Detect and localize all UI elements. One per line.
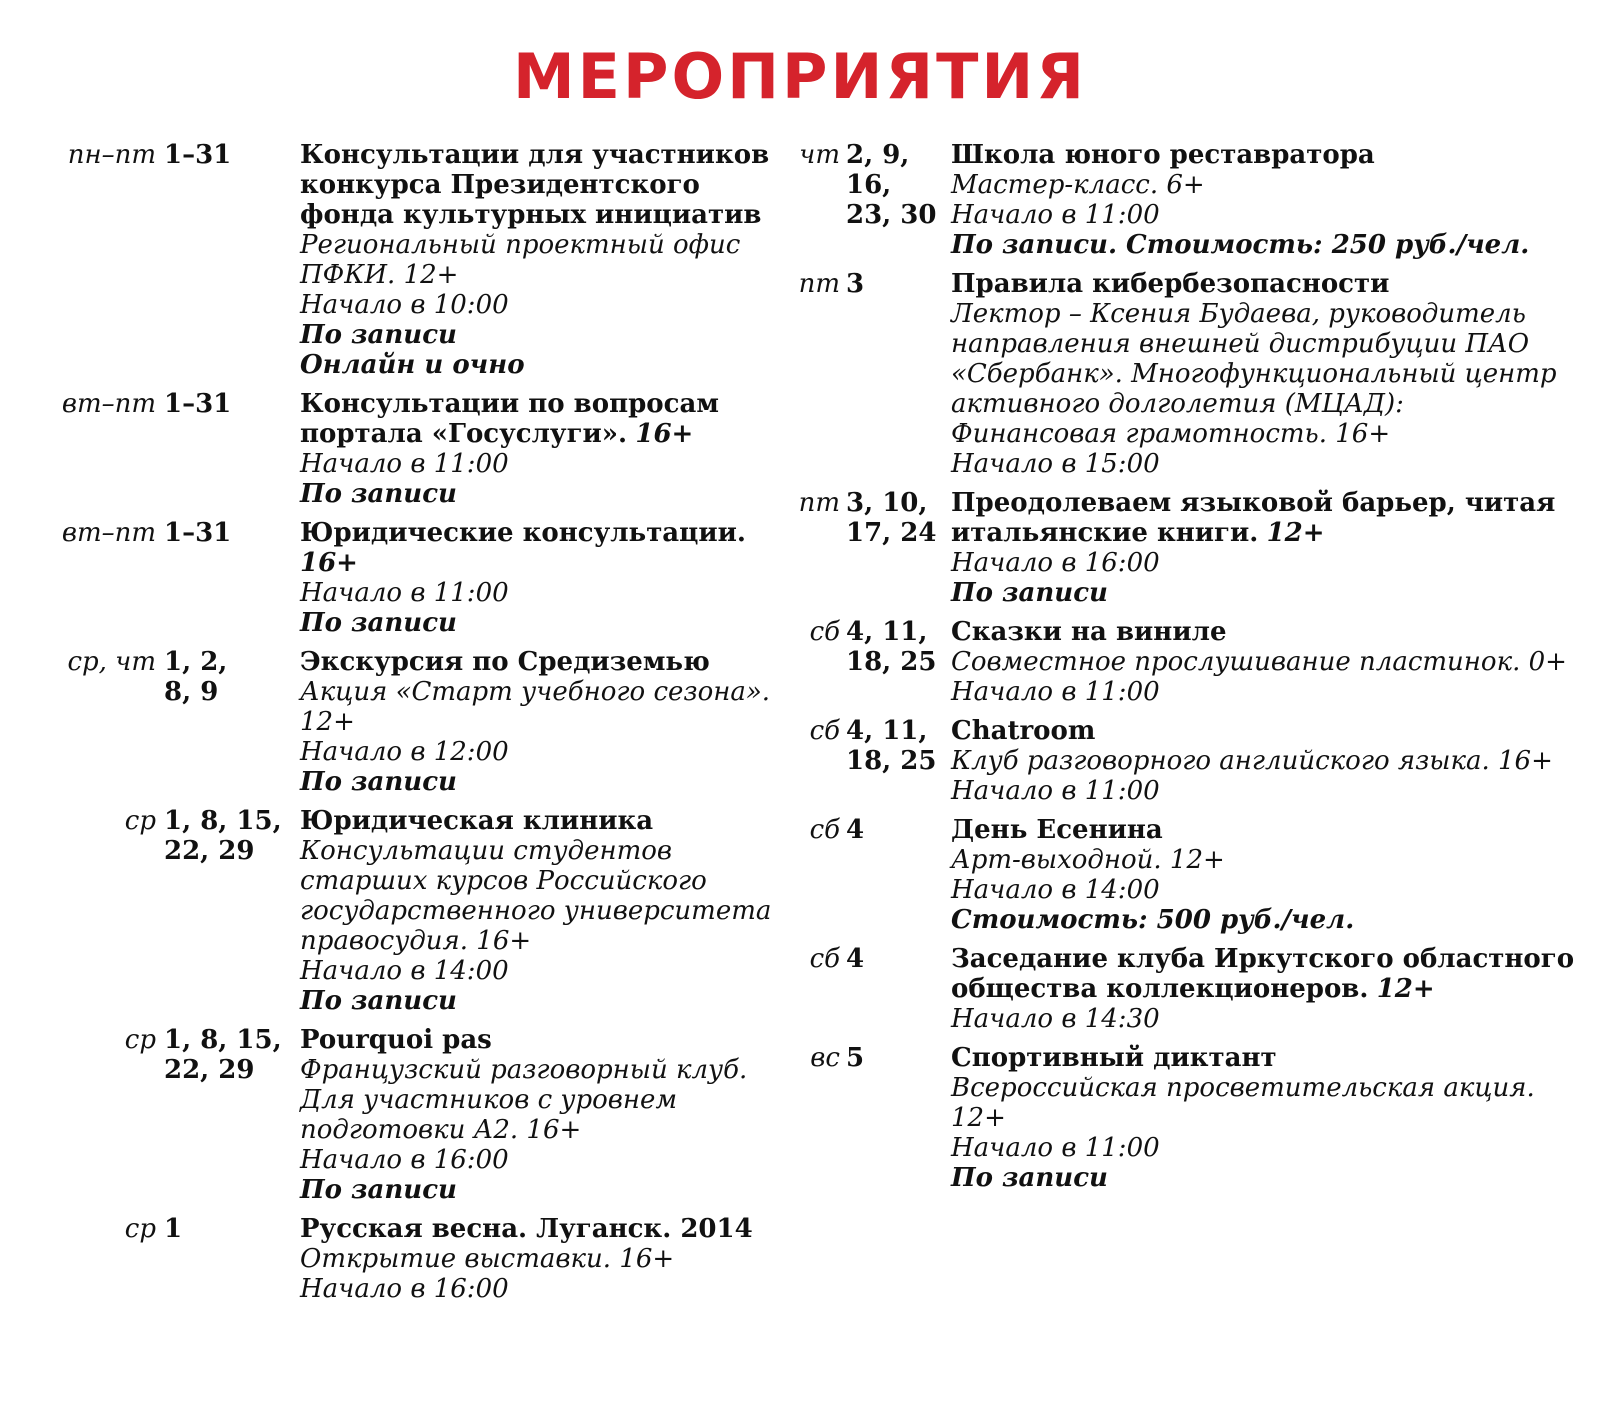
event-detail: Начало в 14:00 [300, 956, 509, 986]
event-detail: Начало в 16:00 [300, 1145, 509, 1175]
event-detail: Арт-выходной. 12+ [951, 845, 1225, 875]
event-detail: Открытие выставки. 16+ [300, 1244, 675, 1274]
event-title: День Есенина [951, 815, 1163, 845]
event-when [796, 617, 951, 707]
event-dates: 1, 2, 8, 9 [164, 647, 228, 707]
event-dates: 3 [846, 269, 865, 299]
event-detail: Всероссийская просветительская акция. 12+ [951, 1073, 1535, 1133]
event-when [796, 269, 951, 479]
event-when [60, 1214, 300, 1304]
event-item [60, 140, 800, 380]
event-weekday: ср, чт [67, 647, 156, 677]
event-weekday: сб [809, 815, 840, 845]
event-note: По записи [300, 986, 457, 1016]
event-dates: 1–31 [164, 389, 232, 419]
event-detail: Начало в 14:30 [951, 1004, 1160, 1034]
event-item [60, 518, 800, 638]
event-title-line [300, 389, 800, 449]
event-note: Онлайн и очно [300, 350, 525, 380]
event-detail: Начало в 11:00 [300, 578, 509, 608]
event-item [796, 1043, 1576, 1193]
event-note: Стоимость: 500 руб./чел. [951, 905, 1355, 935]
event-detail: Акция «Старт учебного сезона». 12+ [300, 677, 771, 737]
event-age-rating: 16+ [300, 548, 358, 578]
event-title: Юридические консультации. [300, 518, 746, 548]
event-detail: Начало в 12:00 [300, 737, 509, 767]
event-info [951, 716, 1576, 806]
event-info [300, 518, 800, 638]
event-info [951, 617, 1576, 707]
event-dates: 1–31 [164, 518, 232, 548]
event-note: По записи [300, 608, 457, 638]
event-detail: Французский разговорный клуб. Для участников с уровнем подготовки А2. 16+ [300, 1055, 748, 1145]
event-detail: Совместное прослушивание пластинок. 0+ [951, 647, 1567, 677]
event-weekday: вт–пт [61, 389, 156, 419]
event-dates: 1 [164, 1214, 183, 1244]
event-item [796, 488, 1576, 608]
event-weekday: ср [124, 806, 156, 836]
event-info [951, 269, 1576, 479]
event-weekday: ср [124, 1214, 156, 1244]
event-dates: 5 [846, 1043, 865, 1073]
event-dates: 2, 9, 16, 23, 30 [846, 140, 937, 230]
event-info [300, 647, 800, 797]
event-detail: Начало в 11:00 [300, 449, 509, 479]
event-item [60, 1214, 800, 1304]
event-detail: Начало в 16:00 [300, 1274, 509, 1304]
event-detail: Начало в 11:00 [951, 1133, 1160, 1163]
event-note: По записи [300, 479, 457, 509]
event-weekday: сб [809, 617, 840, 647]
event-info [951, 488, 1576, 608]
event-title: Pourquoi pas [300, 1025, 492, 1055]
event-item [796, 617, 1576, 707]
event-info [300, 1025, 800, 1205]
event-when [796, 716, 951, 806]
event-title-line [951, 269, 1576, 299]
event-title: Консультации по вопросам портала «Госуслуги». [300, 389, 719, 449]
event-detail: Мастер-класс. 6+ [951, 170, 1205, 200]
event-weekday: пт [798, 269, 840, 299]
event-age-rating: 12+ [1266, 518, 1325, 548]
event-detail: Клуб разговорного английского языка. 16+ [951, 746, 1553, 776]
event-info [300, 1214, 800, 1304]
event-title-line [951, 488, 1576, 548]
event-detail: Консультации студентов старших курсов Российского государственного университета правосудия. 16+ [300, 836, 772, 956]
event-item [60, 806, 800, 1016]
event-note: По записи. Стоимость: 250 руб./чел. [951, 230, 1530, 260]
event-item [796, 815, 1576, 935]
event-info [300, 806, 800, 1016]
event-title-line [951, 944, 1576, 1004]
event-when [796, 140, 951, 260]
event-item [60, 389, 800, 509]
event-dates: 4 [846, 815, 865, 845]
event-title-line [300, 647, 800, 677]
event-detail: Начало в 11:00 [951, 677, 1160, 707]
event-item [796, 140, 1576, 260]
event-detail: Начало в 16:00 [951, 548, 1160, 578]
event-title-line [300, 140, 800, 230]
event-age-rating: 12+ [1376, 974, 1435, 1004]
event-info [951, 140, 1576, 260]
event-detail: Начало в 11:00 [951, 200, 1160, 230]
event-item [60, 1025, 800, 1205]
event-detail: Лектор – Ксения Будаева, руководитель направления внешней дистрибуции ПАО «Сбербанк». Многофункциональный центр активного долголетия (МЦАД): Финансовая грамотность. 16+ [951, 299, 1557, 449]
event-weekday: ср [124, 1025, 156, 1055]
event-when [60, 806, 300, 1016]
event-dates: 4, 11, 18, 25 [846, 617, 937, 677]
event-title: Заседание клуба Иркутского областного общества коллекционеров. [951, 944, 1575, 1004]
event-note: По записи [300, 1175, 457, 1205]
event-item [796, 716, 1576, 806]
event-age-rating: 16+ [635, 419, 694, 449]
event-item [60, 647, 800, 797]
event-info [951, 944, 1576, 1034]
event-detail: Начало в 14:00 [951, 875, 1160, 905]
left-column [60, 140, 800, 1313]
event-weekday: пн–пт [67, 140, 156, 170]
event-dates: 1, 8, 15, 22, 29 [164, 1025, 282, 1085]
event-title-line [300, 806, 800, 836]
event-title-line [300, 518, 800, 578]
event-when [796, 1043, 951, 1193]
event-when [60, 140, 300, 380]
event-title: Юридическая клиника [300, 806, 654, 836]
event-info [300, 140, 800, 380]
event-when [60, 518, 300, 638]
event-title-line [951, 716, 1576, 746]
event-title-line [300, 1025, 800, 1055]
event-dates: 1, 8, 15, 22, 29 [164, 806, 282, 866]
event-title-line [951, 140, 1576, 170]
event-item [796, 944, 1576, 1034]
event-note: По записи [951, 1163, 1108, 1193]
right-column [796, 140, 1576, 1202]
event-dates: 4 [846, 944, 865, 974]
event-detail: Начало в 10:00 [300, 290, 509, 320]
event-weekday: чт [799, 140, 840, 170]
event-item [796, 269, 1576, 479]
event-title: Правила кибербезопасности [951, 269, 1390, 299]
event-title-line [951, 815, 1576, 845]
event-dates: 3, 10, 17, 24 [846, 488, 937, 548]
event-title-line [951, 617, 1576, 647]
event-title: Школа юного реставратора [951, 140, 1375, 170]
event-title: Сказки на виниле [951, 617, 1227, 647]
event-title: Преодолеваем языковой барьер, читая итальянские книги. [951, 488, 1556, 548]
event-detail: Региональный проектный офис ПФКИ. 12+ [300, 230, 741, 290]
event-when [60, 647, 300, 797]
event-note: По записи [300, 320, 457, 350]
event-weekday: вс [810, 1043, 840, 1073]
event-title: Экскурсия по Средиземью [300, 647, 710, 677]
event-weekday: пт [798, 488, 840, 518]
event-dates: 1–31 [164, 140, 232, 170]
event-dates: 4, 11, 18, 25 [846, 716, 937, 776]
event-title-line [300, 1214, 800, 1244]
event-title: Chatroom [951, 716, 1096, 746]
event-info [951, 815, 1576, 935]
event-detail: Начало в 15:00 [951, 449, 1160, 479]
event-detail: Начало в 11:00 [951, 776, 1160, 806]
event-when [60, 1025, 300, 1205]
event-weekday: сб [809, 716, 840, 746]
event-when [796, 488, 951, 608]
event-title-line [951, 1043, 1576, 1073]
event-title: Спортивный диктант [951, 1043, 1277, 1073]
event-weekday: вт–пт [61, 518, 156, 548]
event-info [300, 389, 800, 509]
event-when [796, 944, 951, 1034]
event-info [951, 1043, 1576, 1193]
event-note: По записи [951, 578, 1108, 608]
event-note: По записи [300, 767, 457, 797]
event-when [60, 389, 300, 509]
event-weekday: сб [809, 944, 840, 974]
page-title: МЕРОПРИЯТИЯ [512, 40, 1088, 113]
event-title: Русская весна. Луганск. 2014 [300, 1214, 753, 1244]
event-title: Консультации для участников конкурса Президентского фонда культурных инициатив [300, 140, 770, 230]
event-when [796, 815, 951, 935]
